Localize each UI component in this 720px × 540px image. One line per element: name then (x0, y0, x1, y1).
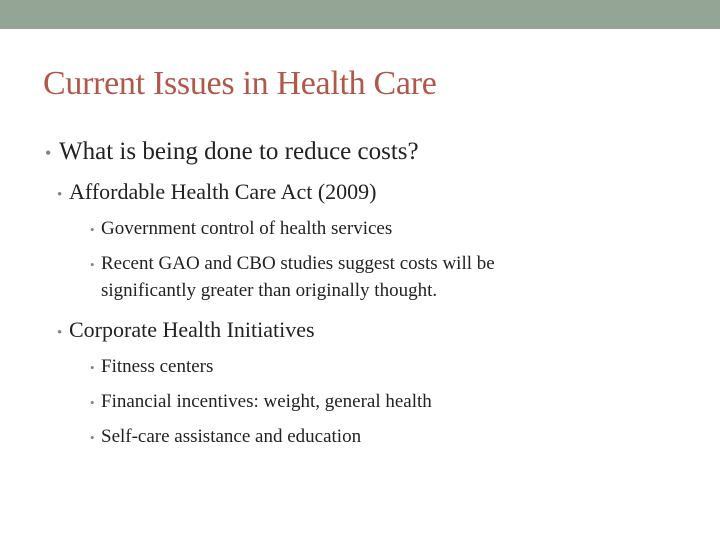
bullet-icon: • (45, 143, 52, 163)
bullet-level2-affordable-care-act (57, 177, 376, 210)
slide-title: Current Issues in Health Care (43, 65, 437, 102)
bullet-level3-self-care (90, 424, 361, 451)
bullet-text: Government control of health services (101, 218, 393, 239)
bullet-icon: • (90, 430, 95, 445)
bullet-icon: • (90, 222, 95, 237)
bullet-level3-financial-incentives (90, 389, 432, 416)
bullet-text: Corporate Health Initiatives (69, 317, 315, 342)
bullet-text: Self-care assistance and education (101, 426, 362, 447)
bullet-level3-government-control (90, 216, 392, 243)
bullet-text: What is being done to reduce costs? (59, 138, 419, 165)
bullet-icon: • (90, 395, 95, 410)
bullet-text: Affordable Health Care Act (2009) (69, 179, 377, 204)
bullet-text: Financial incentives: weight, general health (101, 391, 432, 412)
bullet-text-line1: Recent GAO and CBO studies suggest costs will be (101, 253, 495, 274)
bullet-icon: • (57, 325, 63, 341)
bullet-icon: • (90, 257, 95, 272)
bullet-icon: • (57, 187, 63, 203)
bullet-level2-corporate-initiatives (57, 315, 315, 348)
bullet-level3-fitness-centers (90, 354, 213, 381)
bullet-text: Fitness centers (101, 356, 214, 377)
top-accent-bar (0, 0, 720, 29)
bullet-icon: • (90, 360, 95, 375)
bullet-level3-gao-cbo-studies (90, 251, 495, 304)
bullet-text-line2: significantly greater than originally thought. (101, 280, 438, 301)
bullet-level1-reduce-costs (45, 135, 419, 170)
